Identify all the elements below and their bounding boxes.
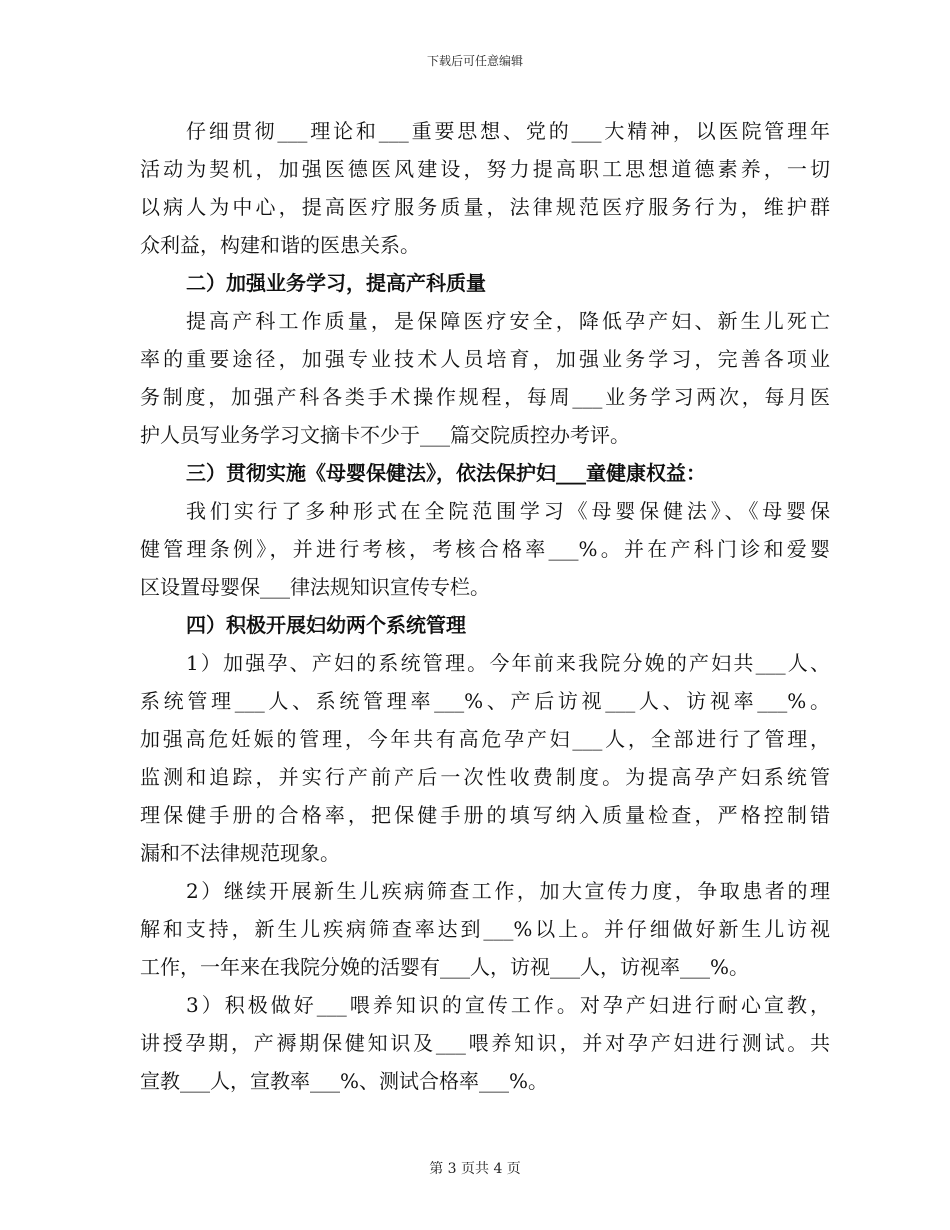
paragraph-line: 仔细贯彻___理论和___重要思想、党的___大精神，以医院管理年	[186, 119, 830, 143]
paragraph-line: 讲授孕期，产褥期保健知识及___喂养知识，并对孕产妇进行测试。共	[140, 1031, 830, 1055]
paragraph-line: 众利益，构建和谐的医患关系。	[140, 233, 420, 257]
paragraph-line: 活动为契机，加强医德医风建设，努力提高职工思想道德素养，一切	[140, 157, 830, 181]
section-heading: 二）加强业务学习，提高产科质量	[186, 271, 486, 295]
paragraph-line: 我们实行了多种形式在全院范围学习《母婴保健法》、《母婴保	[186, 499, 830, 523]
paragraph-line: 以病人为中心，提高医疗服务质量，法律规范医疗服务行为，维护群	[140, 195, 830, 219]
page-header: 下载后可任意编辑	[426, 54, 523, 68]
section-heading: 四）积极开展妇幼两个系统管理	[186, 613, 466, 637]
section-heading: 三）贯彻实施《母婴保健法》，依法保护妇___童健康权益：	[186, 461, 706, 485]
paragraph-line: 务制度，加强产科各类手术操作规程，每周___业务学习两次，每月医	[140, 385, 830, 409]
paragraph-line: 率的重要途径，加强专业技术人员培育，加强业务学习，完善各项业	[140, 347, 830, 371]
paragraph-line: 理保健手册的合格率，把保健手册的填写纳入质量检查，严格控制错	[140, 803, 830, 827]
paragraph-line: 2）继续开展新生儿疾病筛查工作，加大宣传力度，争取患者的理	[186, 879, 830, 903]
paragraph-line: 加强高危妊娠的管理，今年共有高危孕产妇___人，全部进行了管理，	[140, 727, 830, 751]
paragraph-line: 1）加强孕、产妇的系统管理。今年前来我院分娩的产妇共___人、	[186, 651, 830, 675]
paragraph-line: 工作，一年来在我院分娩的活婴有___人，访视___人，访视率___%。	[140, 955, 750, 979]
paragraph-line: 系统管理___人、系统管理率___%、产后访视___人、访视率___%。	[140, 689, 830, 713]
paragraph-line: 漏和不法律规范现象。	[140, 841, 340, 865]
page-footer: 第 3 页共 4 页	[429, 1161, 521, 1177]
paragraph-line: 健管理条例》，并进行考核，考核合格率___%。并在产科门诊和爱婴	[140, 537, 830, 561]
paragraph-line: 护人员写业务学习文摘卡不少于___篇交院质控办考评。	[140, 423, 630, 447]
paragraph-line: 宣教___人，宣教率___%、测试合格率___%。	[140, 1069, 549, 1093]
paragraph-line: 3）积极做好___喂养知识的宣传工作。对孕产妇进行耐心宣教，	[186, 993, 830, 1017]
paragraph-line: 提高产科工作质量，是保障医疗安全，降低孕产妇、新生儿死亡	[186, 309, 830, 333]
paragraph-line: 监测和追踪，并实行产前产后一次性收费制度。为提高孕产妇系统管	[140, 765, 830, 789]
paragraph-line: 解和支持，新生儿疾病筛查率达到___%以上。并仔细做好新生儿访视	[140, 917, 830, 941]
document-body	[140, 112, 830, 1100]
paragraph-line: 区设置母婴保___律法规知识宣传专栏。	[140, 575, 490, 599]
